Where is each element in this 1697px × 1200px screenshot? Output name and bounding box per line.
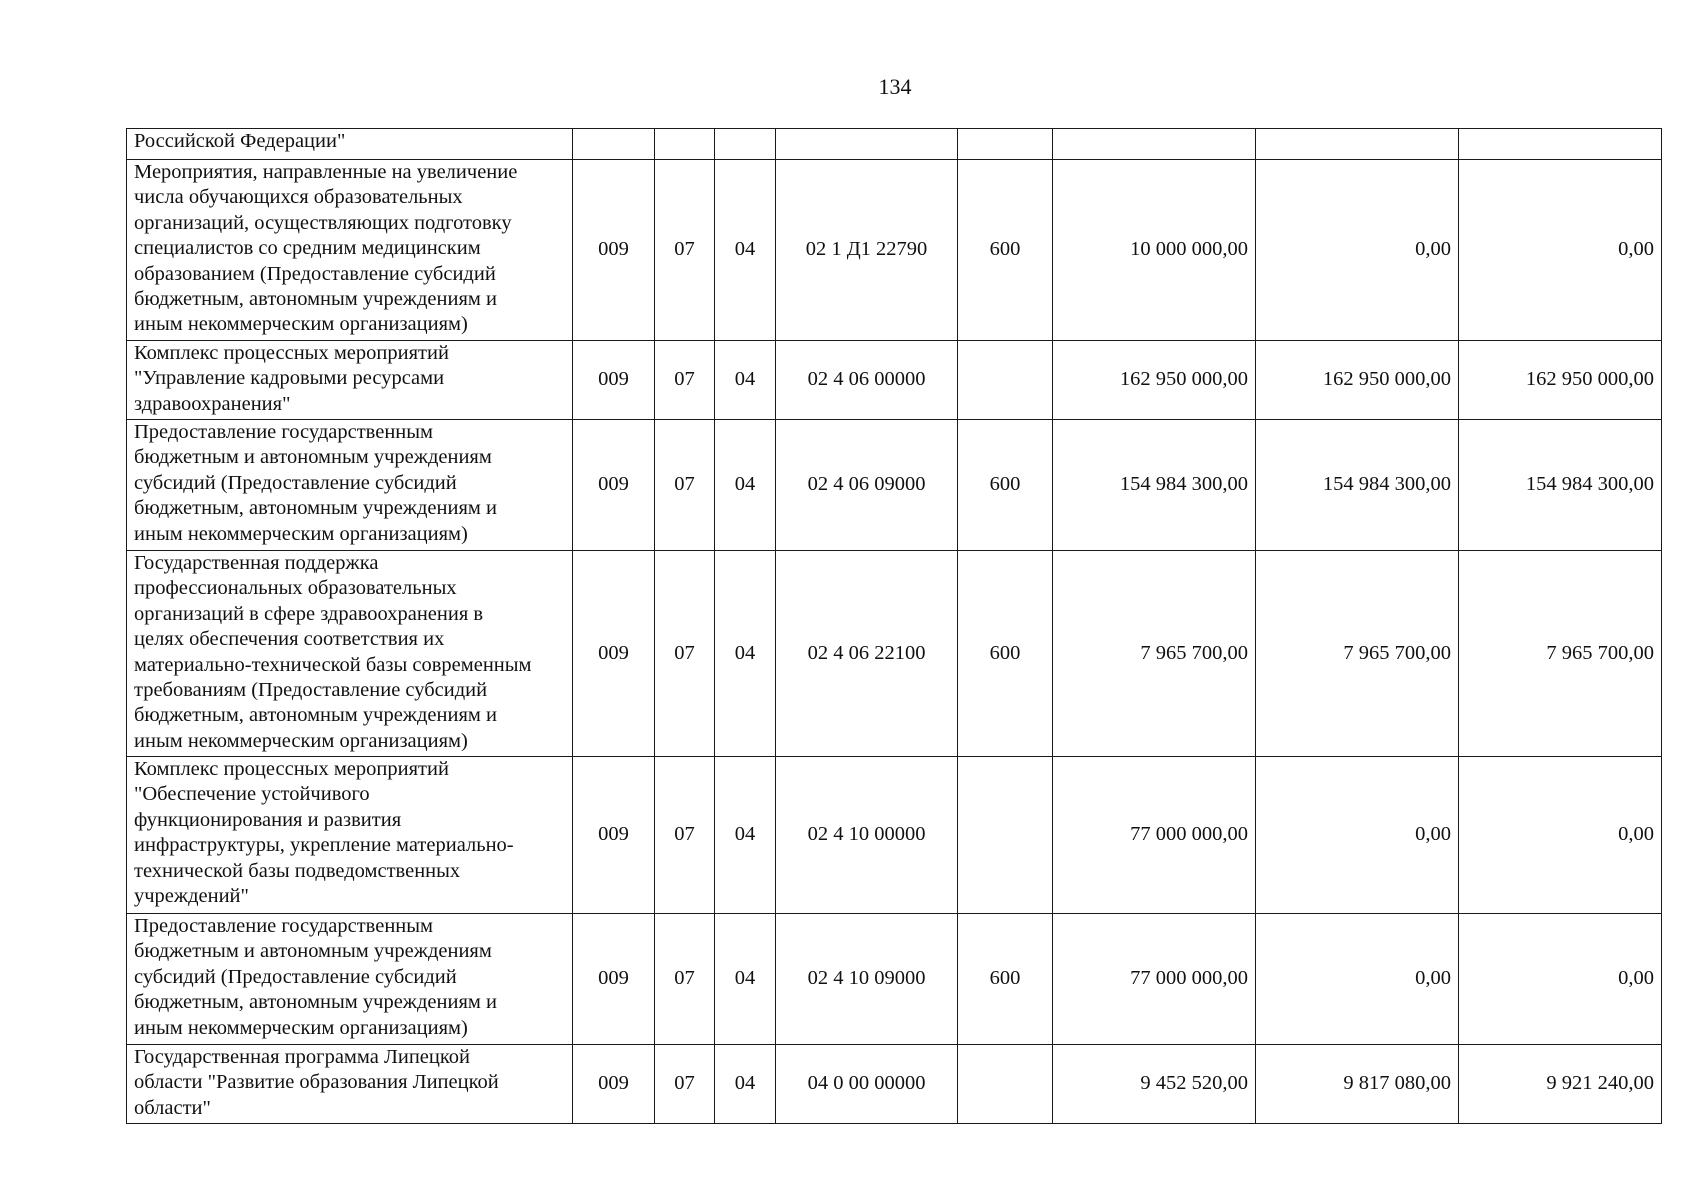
expense-name-line: специалистов со средним медицинским [134,237,481,260]
expense-name-line: иным некоммерческим организациям) [134,313,468,336]
subsection-code: 04 [715,914,776,1045]
target-article-code [776,129,958,160]
budget-chapter-code: 009 [573,160,655,341]
amount-year-2: 0,00 [1256,160,1459,341]
budget-chapter-code: 009 [573,757,655,914]
expense-type-code: 600 [958,420,1053,551]
section-code [655,129,715,160]
expense-name-line: учреждений" [134,885,249,908]
expense-name-cell [127,551,573,757]
subsection-code [715,129,776,160]
subsection-code: 04 [715,160,776,341]
amount-year-1: 154 984 300,00 [1053,420,1256,551]
expense-name-line: целях обеспечения соответствия их [134,628,445,651]
amount-year-2: 0,00 [1256,757,1459,914]
amount-year-3: 0,00 [1459,160,1662,341]
expense-name-line: области "Развитие образования Липецкой [134,1071,499,1094]
expense-name-line: иным некоммерческим организациям) [134,1016,468,1039]
target-article-code: 02 4 10 09000 [776,914,958,1045]
expense-name-cell [127,757,573,914]
expense-name-line: Мероприятия, направленные на увеличение [134,161,518,183]
expense-name-line: бюджетным и автономным учреждениям [134,940,492,963]
expense-name-line: иным некоммерческим организациям) [134,729,468,752]
subsection-code: 04 [715,757,776,914]
amount-year-1 [1053,129,1256,160]
expense-name-line: здравоохранения" [134,392,291,415]
expense-type-code: 600 [958,551,1053,757]
expense-name-line: организаций в сфере здравоохранения в [134,602,484,625]
budget-chapter-code: 009 [573,551,655,757]
expense-name-line: субсидий (Предоставление субсидий [134,471,457,494]
expense-name-cell [127,341,573,420]
expense-name-line: Государственная программа Липецкой [134,1046,470,1068]
section-code: 07 [655,551,715,757]
expense-name-line: "Управление кадровыми ресурсами [134,367,445,390]
expense-name-line: бюджетным, автономным учреждениям и [134,288,497,311]
expense-type-code [958,757,1053,914]
expense-name-line: "Обеспечение устойчивого [134,783,370,806]
expense-name-line: бюджетным и автономным учреждениям [134,446,492,469]
target-article-code: 02 4 06 09000 [776,420,958,551]
section-code: 07 [655,1045,715,1124]
expense-name-line: Комплекс процессных мероприятий [134,342,449,364]
section-code: 07 [655,914,715,1045]
expense-name-line: организаций, осуществляющих подготовку [134,211,512,234]
expense-name-line: бюджетным, автономным учреждениям и [134,991,497,1014]
expense-type-code [958,341,1053,420]
expense-name-line: материально-технической базы современным [134,653,532,676]
section-code: 07 [655,420,715,551]
expense-name-line: функционирования и развития [134,808,402,831]
budget-chapter-code: 009 [573,420,655,551]
target-article-code: 02 4 06 00000 [776,341,958,420]
table-row [127,757,1662,914]
table-row [127,129,1662,160]
amount-year-2: 162 950 000,00 [1256,341,1459,420]
budget-chapter-code: 009 [573,1045,655,1124]
target-article-code: 02 4 06 22100 [776,551,958,757]
expense-type-code [958,1045,1053,1124]
expense-name-cell [127,420,573,551]
section-code: 07 [655,160,715,341]
expense-name-line: бюджетным, автономным учреждениям и [134,704,497,727]
expense-name-line: инфраструктуры, укрепление материально- [134,834,514,857]
budget-table [126,128,1662,1124]
page-number: 134 [878,74,912,99]
section-code: 07 [655,341,715,420]
expense-name-line: области" [134,1096,211,1119]
table-row [127,914,1662,1045]
subsection-code: 04 [715,341,776,420]
budget-chapter-code: 009 [573,341,655,420]
expense-name-line: Предоставление государственным [134,915,434,937]
subsection-code: 04 [715,1045,776,1124]
subsection-code: 04 [715,420,776,551]
amount-year-2: 154 984 300,00 [1256,420,1459,551]
table-row [127,160,1662,341]
amount-year-3: 7 965 700,00 [1459,551,1662,757]
table-row [127,551,1662,757]
amount-year-2: 9 817 080,00 [1256,1045,1459,1124]
amount-year-3: 9 921 240,00 [1459,1045,1662,1124]
expense-name-line: Государственная поддержка [134,552,379,574]
expense-name-line: числа обучающихся образовательных [134,186,463,209]
amount-year-1: 9 452 520,00 [1053,1045,1256,1124]
expense-name-line: иным некоммерческим организациям) [134,522,468,545]
expense-type-code [958,129,1053,160]
expense-name-line: субсидий (Предоставление субсидий [134,965,457,988]
amount-year-1: 162 950 000,00 [1053,341,1256,420]
amount-year-3: 0,00 [1459,914,1662,1045]
expense-name-line: профессиональных образовательных [134,577,457,600]
amount-year-1: 77 000 000,00 [1053,757,1256,914]
budget-chapter-code [573,129,655,160]
expense-type-code: 600 [958,160,1053,341]
table-row [127,341,1662,420]
expense-name-cell [127,129,573,160]
target-article-code: 04 0 00 00000 [776,1045,958,1124]
subsection-code: 04 [715,551,776,757]
target-article-code: 02 1 Д1 22790 [776,160,958,341]
expense-name-cell [127,1045,573,1124]
amount-year-3: 162 950 000,00 [1459,341,1662,420]
expense-name-line: Российской Федерации" [134,130,346,152]
budget-chapter-code: 009 [573,914,655,1045]
expense-name-line: технической базы подведомственных [134,859,461,882]
expense-type-code: 600 [958,914,1053,1045]
amount-year-1: 7 965 700,00 [1053,551,1256,757]
amount-year-3 [1459,129,1662,160]
expense-name-line: образованием (Предоставление субсидий [134,262,496,285]
expense-name-line: бюджетным, автономным учреждениям и [134,497,497,520]
expense-name-line: Предоставление государственным [134,421,434,443]
expense-name-line: требованиям (Предоставление субсидий [134,679,488,702]
amount-year-2: 0,00 [1256,914,1459,1045]
amount-year-3: 0,00 [1459,757,1662,914]
amount-year-3: 154 984 300,00 [1459,420,1662,551]
amount-year-2: 7 965 700,00 [1256,551,1459,757]
expense-name-cell [127,914,573,1045]
expense-name-line: Комплекс процессных мероприятий [134,758,449,780]
table-row [127,420,1662,551]
expense-name-cell [127,160,573,341]
target-article-code: 02 4 10 00000 [776,757,958,914]
section-code: 07 [655,757,715,914]
amount-year-1: 77 000 000,00 [1053,914,1256,1045]
table-row [127,1045,1662,1124]
amount-year-1: 10 000 000,00 [1053,160,1256,341]
amount-year-2 [1256,129,1459,160]
